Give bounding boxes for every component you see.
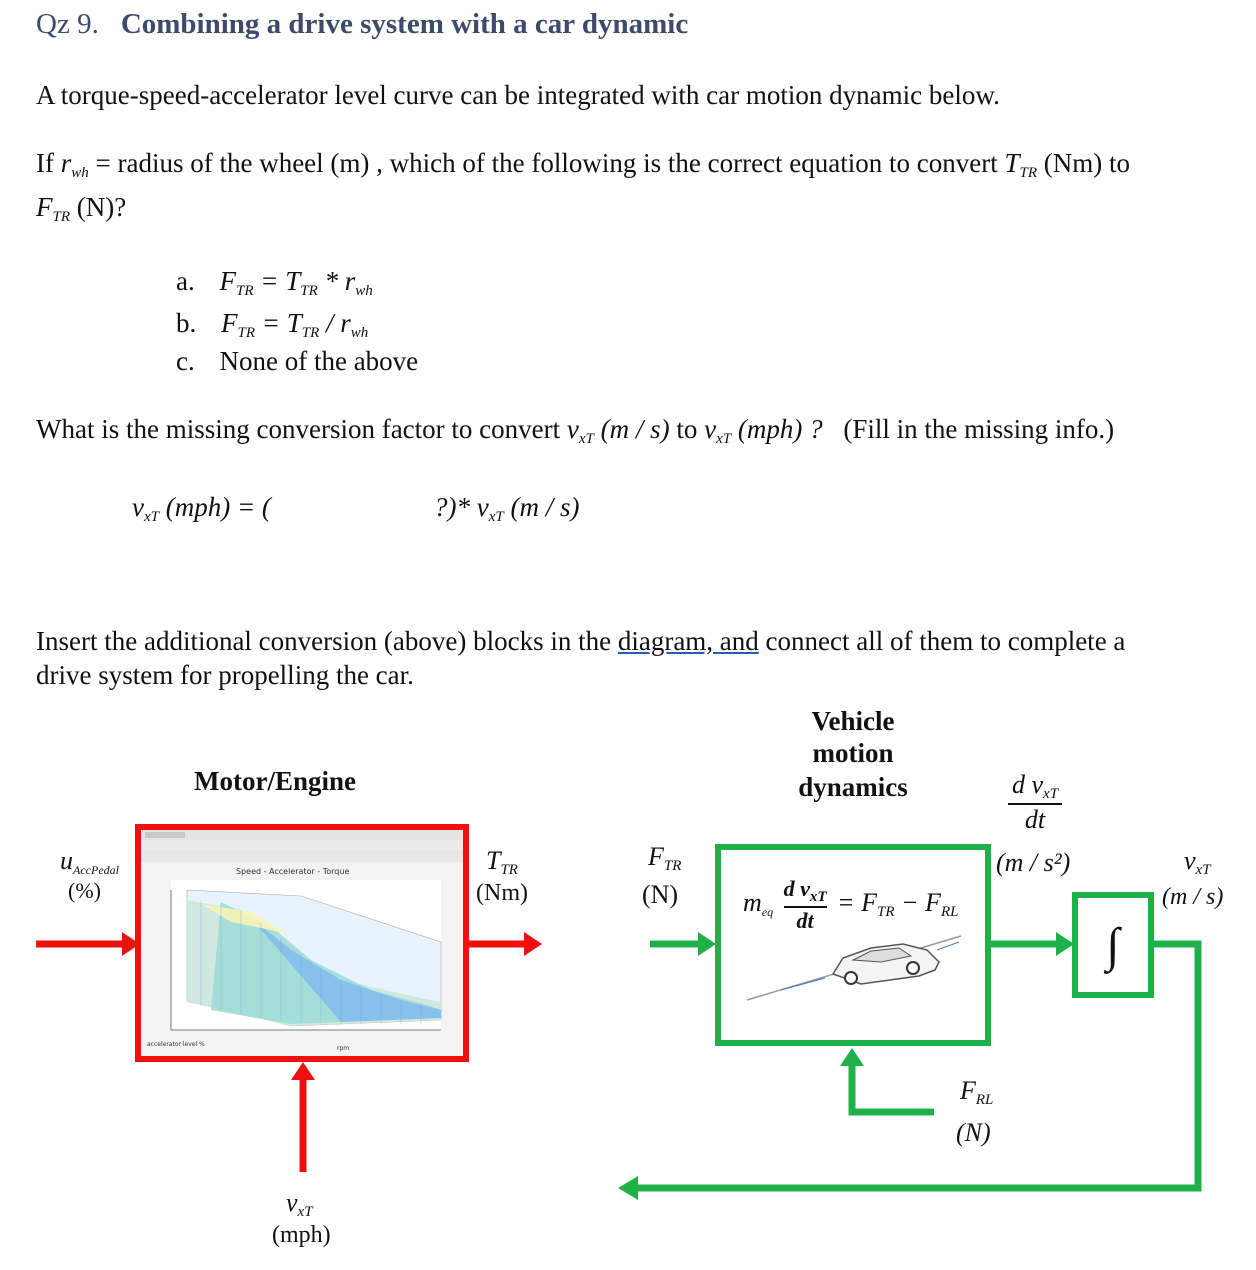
conversion-eq-left: $v_{xT}$ (mph) = ( [132,492,271,525]
integrator-block[interactable]: ∫ [1072,892,1154,998]
option-a[interactable]: a. $F_{TR} = T_{TR} * r_{wh}$ [176,266,373,299]
intro-text: A torque-speed-accelerator level curve can be integrated with car motion dynamic below. [36,80,1000,110]
speed-unit: (mph) [272,1222,331,1248]
instruction-line2: drive system for propelling the car. [36,660,414,690]
car-sketch [721,850,985,1040]
torque-unit: (Nm) [476,880,528,906]
accel-pedal-label: $u_{AccPedal}$ [60,846,119,877]
output-arrowhead [524,932,542,956]
vehicle-title-1: Vehicle [811,706,895,736]
vehicle-title-3: dynamics [798,772,908,802]
instruction-line1: Insert the additional conversion (above) blocks in the diagram, and connect all of them to complete a [36,626,1126,656]
torque-speed-plot [141,830,463,1056]
motor-engine-title: Motor/Engine [194,766,356,796]
question-1-line1: If $r_{wh}$ = radius of the wheel (m) , which of the following is the correct equation to convert $T_{TR}$ (Nm) to [36,148,1131,181]
plot-ylabel: rpm [337,1045,350,1052]
vehicle-equation: $m_{eq}$ d $v_{xT}$ dt = $F_{TR} - F_{RL}$ [743,876,959,933]
force-input-arrowhead [698,932,716,956]
option-b[interactable]: b. $F_{TR} = T_{TR} / r_{wh}$ [176,308,369,341]
accel-label: d $v_{xT}$ dt [1008,770,1062,835]
speed-feedback-arrowhead [291,1062,315,1080]
torque-label: $T_{TR}$ [486,846,518,878]
equation-fraction: d $v_{xT}$ dt [783,876,827,933]
accel-pedal-unit: (%) [68,878,101,903]
question-title: Combining a drive system with a car dynamic [120,8,689,40]
vehicle-title-2: motion [812,738,894,768]
velocity-unit: (m / s) [1162,884,1224,910]
question-number: Qz 9. [36,8,99,40]
force-unit: (N) [642,880,679,909]
option-c[interactable]: c. None of the above [176,346,419,376]
force-label: $F_{TR}$ [648,842,682,874]
accel-unit: (m / s²) [996,848,1071,877]
conversion-eq-right: ?)* $v_{xT}$ (m / s) [434,492,580,525]
vehicle-dynamics-block[interactable] [715,844,991,1046]
road-load-label: $F_{RL}$ [960,1076,994,1108]
motor-engine-block[interactable] [135,824,469,1062]
velocity-label: $v_{xT}$ [1184,846,1211,878]
road-load-unit: (N) [956,1118,991,1147]
velocity-feedback-arrowhead [618,1176,638,1200]
question-2: What is the missing conversion factor to convert $v_{xT}$ (m / s) to $v_{xT}$ (mph) ? (Fill in the missing info.) [36,414,1115,447]
road-load-line [852,1064,934,1112]
plot-title: Speed - Accelerator - Torque [236,867,350,876]
road-load-arrowhead [840,1048,864,1066]
plot-xlabel: accelerator level % [147,1041,205,1048]
question-1-line2: $F_{TR}$ (N)? [36,192,127,225]
speed-label: $v_{xT}$ [286,1188,313,1220]
